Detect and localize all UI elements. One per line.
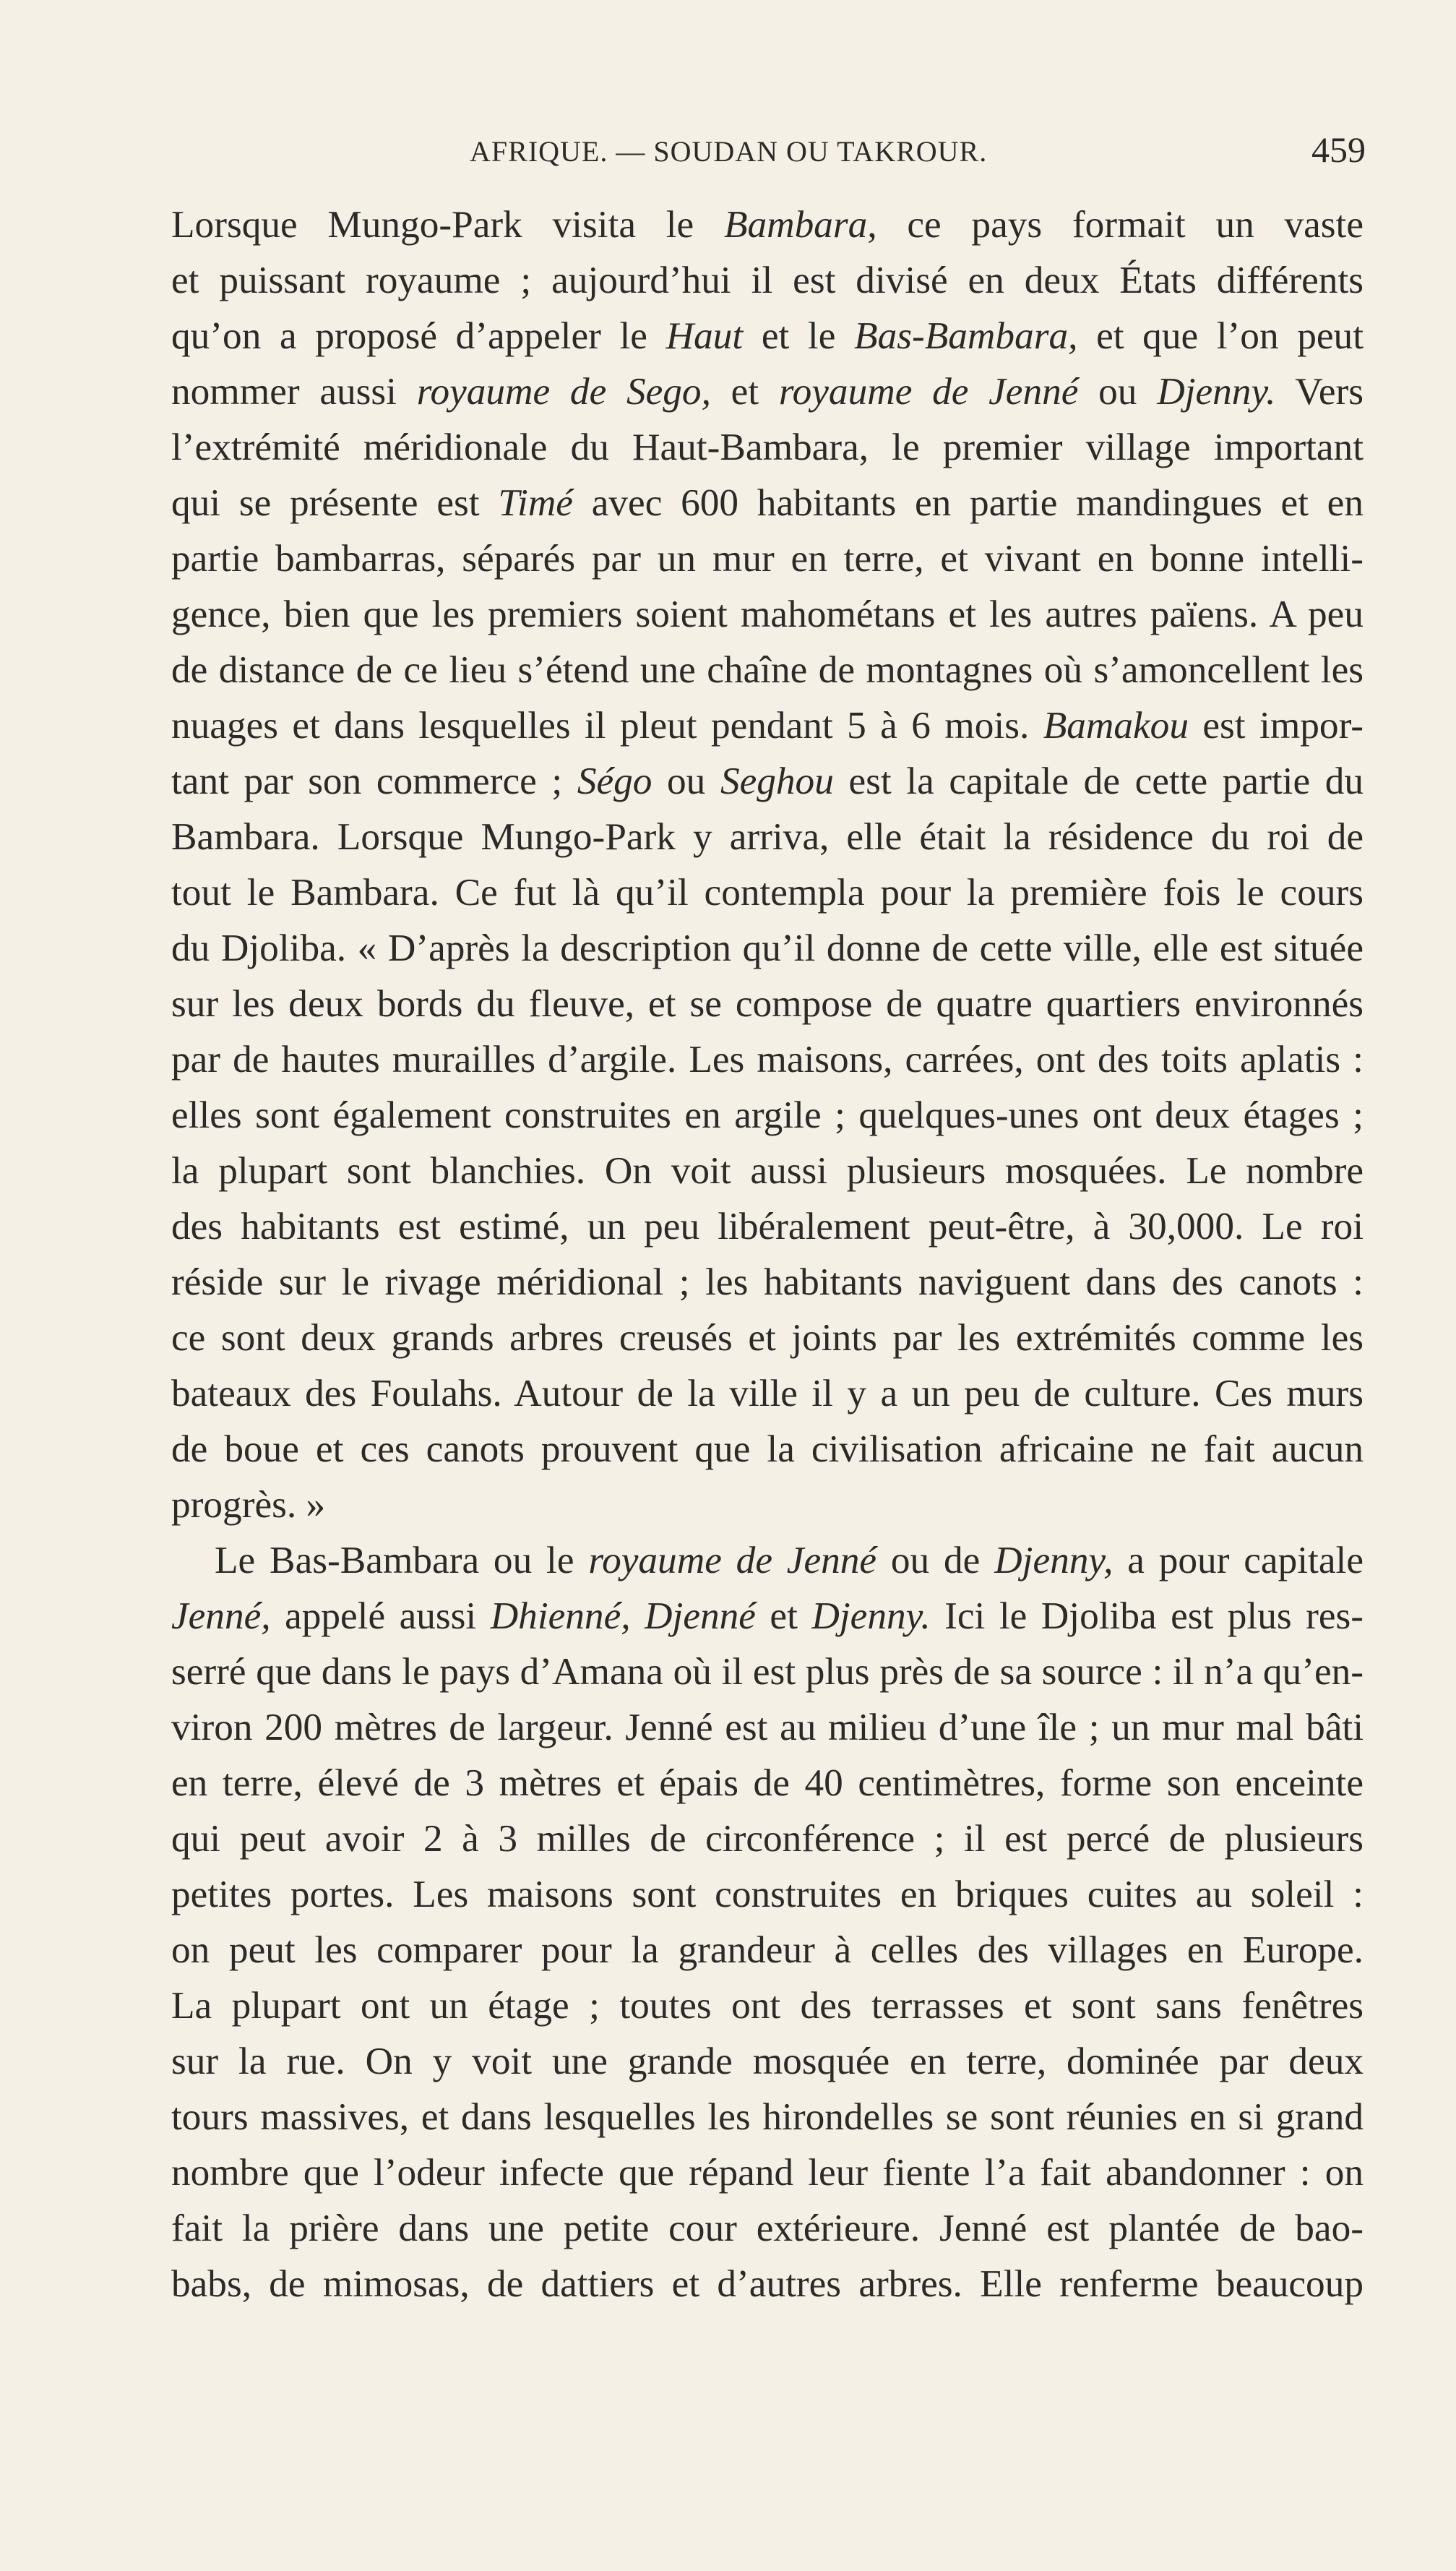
text-segment: Le Bas-Bambara ou le (215, 1539, 589, 1581)
text-segment: Lorsque Mungo-Park visita le (171, 203, 724, 246)
text-segment: qui peut avoir 2 à 3 milles de circonférence ; il est percé de plusieurs (171, 1817, 1364, 1860)
text-segment: progrès. » (171, 1483, 326, 1526)
text-segment: qu’on a proposé d’appeler le (171, 314, 666, 357)
text-line (171, 2256, 1364, 2312)
text-line (171, 1644, 1364, 1699)
text-line (171, 2200, 1364, 2256)
text-segment: babs, de mimosas, de dattiers et d’autres arbres. Elle renferme beaucoup (171, 2262, 1364, 2305)
text-line (171, 642, 1364, 698)
text-segment: on peut les comparer pour la grandeur à celles des villages en Europe. (171, 1928, 1364, 1971)
italic-segment: Dhienné, Djenné (490, 1594, 756, 1637)
text-segment: elles sont également construites en argile ; quelques-unes ont deux étages ; (171, 1094, 1364, 1136)
text-line (171, 698, 1364, 753)
text-line (171, 475, 1364, 531)
italic-segment: Ségo (577, 760, 652, 802)
text-line (171, 252, 1364, 308)
text-segment: de boue et ces canots prouvent que la civilisation africaine ne fait aucun (171, 1428, 1364, 1470)
italic-segment: Haut (665, 314, 744, 357)
text-line (171, 308, 1364, 364)
text-line (171, 2033, 1364, 2089)
body-text (171, 197, 1364, 2312)
text-segment: nommer aussi (171, 370, 417, 413)
italic-segment: Timé (498, 481, 573, 524)
text-segment: serré que dans le pays d’Amana où il est plus près de sa source : il n’a qu’en- (171, 1650, 1364, 1693)
text-segment: des habitants est estimé, un peu libéralement peut-être, à 30,000. Le roi (171, 1205, 1364, 1248)
text-line (171, 2145, 1364, 2200)
text-line (171, 864, 1364, 920)
text-segment: et le (743, 314, 855, 357)
italic-segment: Bambara (723, 203, 868, 246)
text-line (171, 920, 1364, 976)
text-segment: gence, bien que les premiers soient mahométans et les autres païens. A peu (171, 593, 1364, 635)
text-line (171, 1254, 1364, 1310)
italic-segment: Djenny. (1157, 370, 1276, 413)
text-segment: est impor- (1188, 704, 1364, 747)
text-segment: nombre que l’odeur infecte que répand leur fiente l’a fait abandonner : on (171, 2151, 1364, 2194)
text-line (171, 1143, 1364, 1198)
italic-segment: Djenny. (811, 1594, 931, 1637)
italic-segment: Bamakou (1043, 704, 1189, 747)
italic-segment: royaume de Jenné (588, 1539, 877, 1581)
text-segment: Vers (1275, 370, 1364, 413)
page-header (166, 129, 1366, 179)
text-segment: par de hautes murailles d’argile. Les maisons, carrées, ont des toits aplatis : (171, 1038, 1364, 1081)
text-segment: de distance de ce lieu s’étend une chaîne de montagnes où s’amoncellent les (171, 648, 1364, 691)
text-line (171, 586, 1364, 642)
text-segment: en terre, élevé de 3 mètres et épais de 40 centimètres, forme son enceinte (171, 1761, 1364, 1804)
text-segment: ce sont deux grands arbres creusés et joints par les extrémités comme les (171, 1316, 1364, 1359)
italic-segment: royaume de Sego, (416, 370, 711, 413)
text-line (171, 809, 1364, 864)
text-segment: , ce pays formait un vaste (867, 203, 1364, 246)
text-segment: qui se présente est (171, 481, 499, 524)
text-segment: viron 200 mètres de largeur. Jenné est au milieu d’une île ; un mur mal bâti (171, 1706, 1364, 1748)
text-segment: et (710, 370, 779, 413)
text-line (171, 364, 1364, 419)
text-segment: tant par son commerce ; (171, 760, 577, 802)
text-segment: est la capitale de cette partie du (833, 760, 1364, 802)
italic-segment: Seghou (720, 760, 834, 802)
page-number: 459 (1311, 129, 1366, 170)
text-line (171, 976, 1364, 1031)
text-segment: tout le Bambara. Ce fut là qu’il contempla pour la première fois le cours (171, 871, 1364, 914)
text-segment: la plupart sont blanchies. On voit aussi plusieurs mosquées. Le nombre (171, 1149, 1364, 1192)
text-line (171, 1087, 1364, 1143)
text-line (171, 1477, 1364, 1532)
text-line (171, 1755, 1364, 1811)
text-segment: fait la prière dans une petite cour extérieure. Jenné est plantée de bao- (171, 2207, 1364, 2249)
text-segment: ou (652, 760, 720, 802)
text-segment: du Djoliba. « D’après la description qu’il donne de cette ville, elle est située (171, 927, 1364, 969)
text-segment: l’extrémité méridionale du Haut-Bambara, le premier village important (171, 426, 1364, 468)
text-line (171, 531, 1364, 586)
italic-segment: Djenny, (994, 1539, 1113, 1581)
text-line (171, 753, 1364, 809)
italic-segment: royaume de Jenné (778, 370, 1079, 413)
text-line (171, 1978, 1364, 2033)
text-segment: sur les deux bords du fleuve, et se compose de quatre quartiers environnés (171, 982, 1364, 1025)
text-segment: et puissant royaume ; aujourd’hui il est divisé en deux États différents (171, 259, 1364, 301)
text-line (171, 1310, 1364, 1365)
text-line (171, 2089, 1364, 2145)
text-segment: et que l’on peut (1077, 314, 1364, 357)
text-segment: bateaux des Foulahs. Autour de la ville il y a un peu de culture. Ces murs (171, 1372, 1364, 1415)
running-head: AFRIQUE. — SOUDAN OU TAKROUR. (470, 135, 988, 168)
text-segment: ou (1078, 370, 1158, 413)
text-segment: tours massives, et dans lesquelles les hirondelles se sont réunies en si grand (171, 2095, 1364, 2138)
text-line (171, 419, 1364, 475)
text-line (171, 1198, 1364, 1254)
text-segment: Ici le Djoliba est plus res- (930, 1594, 1364, 1637)
text-segment: a pour capitale (1113, 1539, 1364, 1581)
text-segment: appelé aussi (270, 1594, 491, 1637)
text-line (171, 1866, 1364, 1922)
text-segment: petites portes. Les maisons sont construites en briques cuites au soleil : (171, 1873, 1364, 1915)
text-line (171, 1365, 1364, 1421)
text-line (171, 1811, 1364, 1866)
text-segment: nuages et dans lesquelles il pleut pendant 5 à 6 mois. (171, 704, 1043, 747)
italic-segment: Bas-Bambara, (854, 314, 1078, 357)
text-line (171, 1699, 1364, 1755)
text-segment: ou de (876, 1539, 995, 1581)
text-line (171, 1588, 1364, 1644)
text-line (171, 197, 1364, 252)
text-segment: partie bambarras, séparés par un mur en terre, et vivant en bonne intelli- (171, 537, 1364, 580)
text-line (171, 1922, 1364, 1978)
text-segment: sur la rue. On y voit une grande mosquée en terre, dominée par deux (171, 2040, 1364, 2082)
text-segment: Bambara. Lorsque Mungo-Park y arriva, elle était la résidence du roi de (171, 815, 1364, 858)
text-line (171, 1421, 1364, 1477)
text-line (171, 1532, 1364, 1588)
text-segment: La plupart ont un étage ; toutes ont des terrasses et sont sans fenêtres (171, 1984, 1364, 2027)
text-segment: et (755, 1594, 812, 1637)
text-line (171, 1031, 1364, 1087)
text-segment: réside sur le rivage méridional ; les habitants naviguent dans des canots : (171, 1261, 1364, 1303)
italic-segment: Jenné, (171, 1594, 271, 1637)
text-segment: avec 600 habitants en partie mandingues et en (572, 481, 1364, 524)
